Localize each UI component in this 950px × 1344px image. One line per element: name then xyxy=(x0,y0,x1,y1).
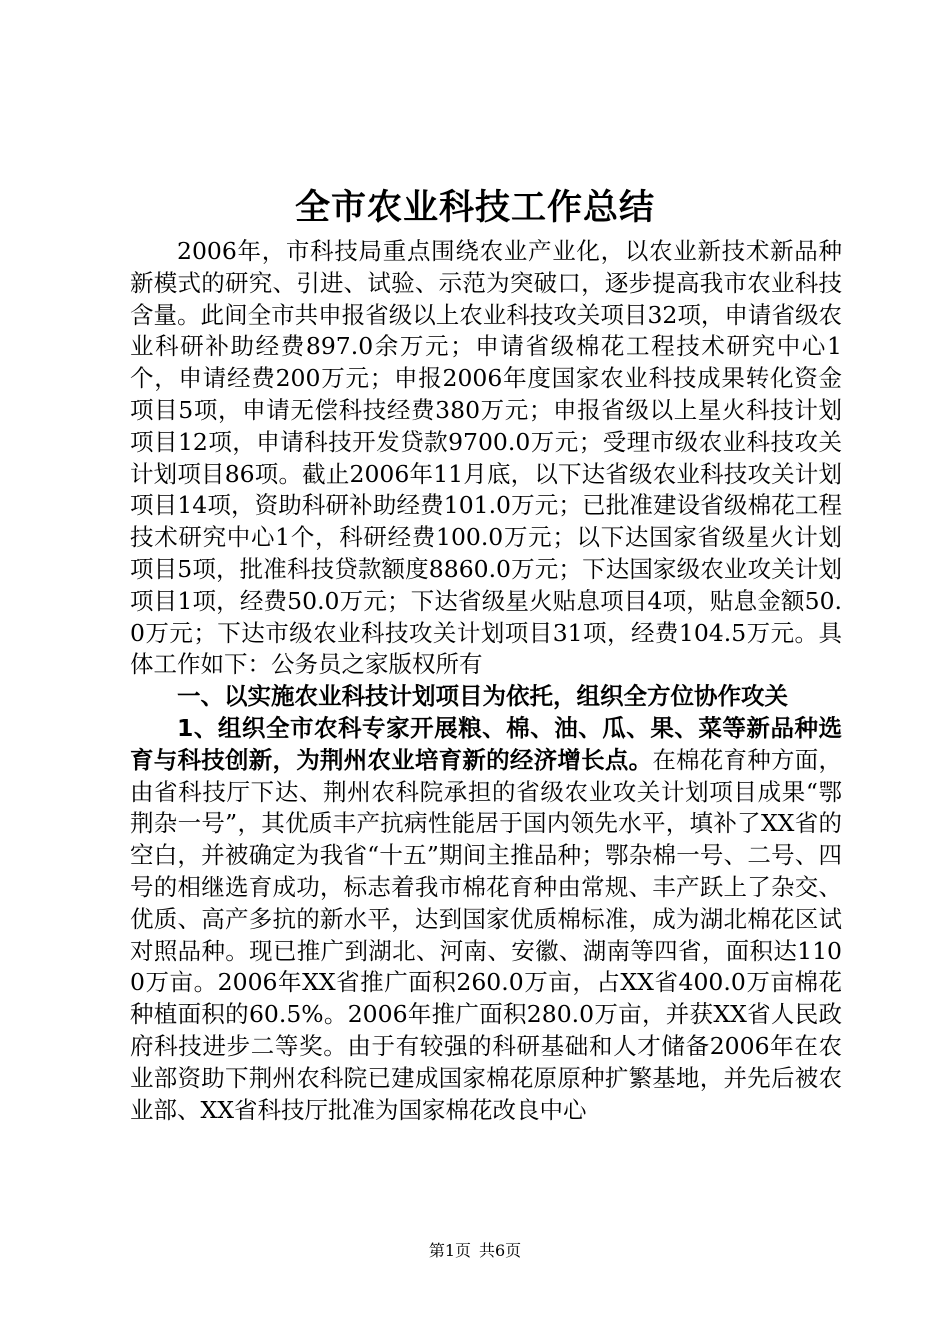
intro-paragraph: 2006年，市科技局重点围绕农业产业化，以农业新技术新品种新模式的研究、引进、试验、示范为突破口，逐步提高我市农业科技含量。此间全市共申报省级以上农业科技攻关项目32项，申请省级农业科研补助经费897.0余万元；申请省级棉花工程技术研究中心1个，申请经费200万元；申报2006年度国家农业科技成果转化资金项目5项，申请无偿科技经费380万元；申报省级以上星火科技计划项目12项，申请科技开发贷款9700.0万元；受理市级农业科技攻关计划项目86项。截止2006年11月底，以下达省级农业科技攻关计划项目14项，资助科研补助经费101.0万元；已批准建设省级棉花工程技术研究中心1个，科研经费100.0万元；以下达国家省级星火计划项目5项，批准科技贷款额度8860.0万元；下达国家级农业攻关计划项目1项，经费50.0万元；下达省级星火贴息项目4项，贴息金额50.0万元；下达市级农业科技攻关计划项目31项，经费104.5万元。具体工作如下：公务员之家版权所有 xyxy=(130,237,842,679)
page-total: 共6页 xyxy=(479,1241,522,1260)
item-paragraph xyxy=(130,713,842,1126)
document-body xyxy=(130,236,842,1126)
item-body-text: 在棉花育种方面，由省科技厅下达、荆州农科院承担的省级农业攻关计划项目成果“鄂荆杂一号”，其优质丰产抗病性能居于国内领先水平，填补了XX省的空白，并被确定为我省“十五”期间主推品种；鄂杂棉一号、二号、四号的相继选育成功，标志着我市棉花育种由常规、丰产跃上了杂交、优质、高产多抗的新水平，达到国家优质棉标准，成为湖北棉花区试对照品种。现已推广到湖北、河南、安徽、湖南等四省，面积达1100万亩。2006年XX省推广面积260.0万亩，占XX省400.0万亩棉花种植面积的60.5%。2006年推广面积280.0万亩，并获XX省人民政府科技进步二等奖。由于有较强的科研基础和人才储备2006年在农业部资助下荆州农科院已建成国家棉花原原种扩繁基地，并先后被农业部、XX省科技厅批准为国家棉花改良中心 xyxy=(130,745,843,1124)
item-lead-sentence: 1、组织全市农科专家开展粮、棉、油、瓜、果、菜等新品种选育与科技创新，为荆州农业培育新的经济增长点。 xyxy=(130,713,842,774)
page-number: 第1页 xyxy=(428,1241,471,1260)
page-footer xyxy=(0,1240,950,1262)
section-heading: 一、以实施农业科技计划项目为依托，组织全方位协作攻关 xyxy=(177,682,788,711)
document-title: 全市农业科技工作总结 xyxy=(294,188,655,228)
